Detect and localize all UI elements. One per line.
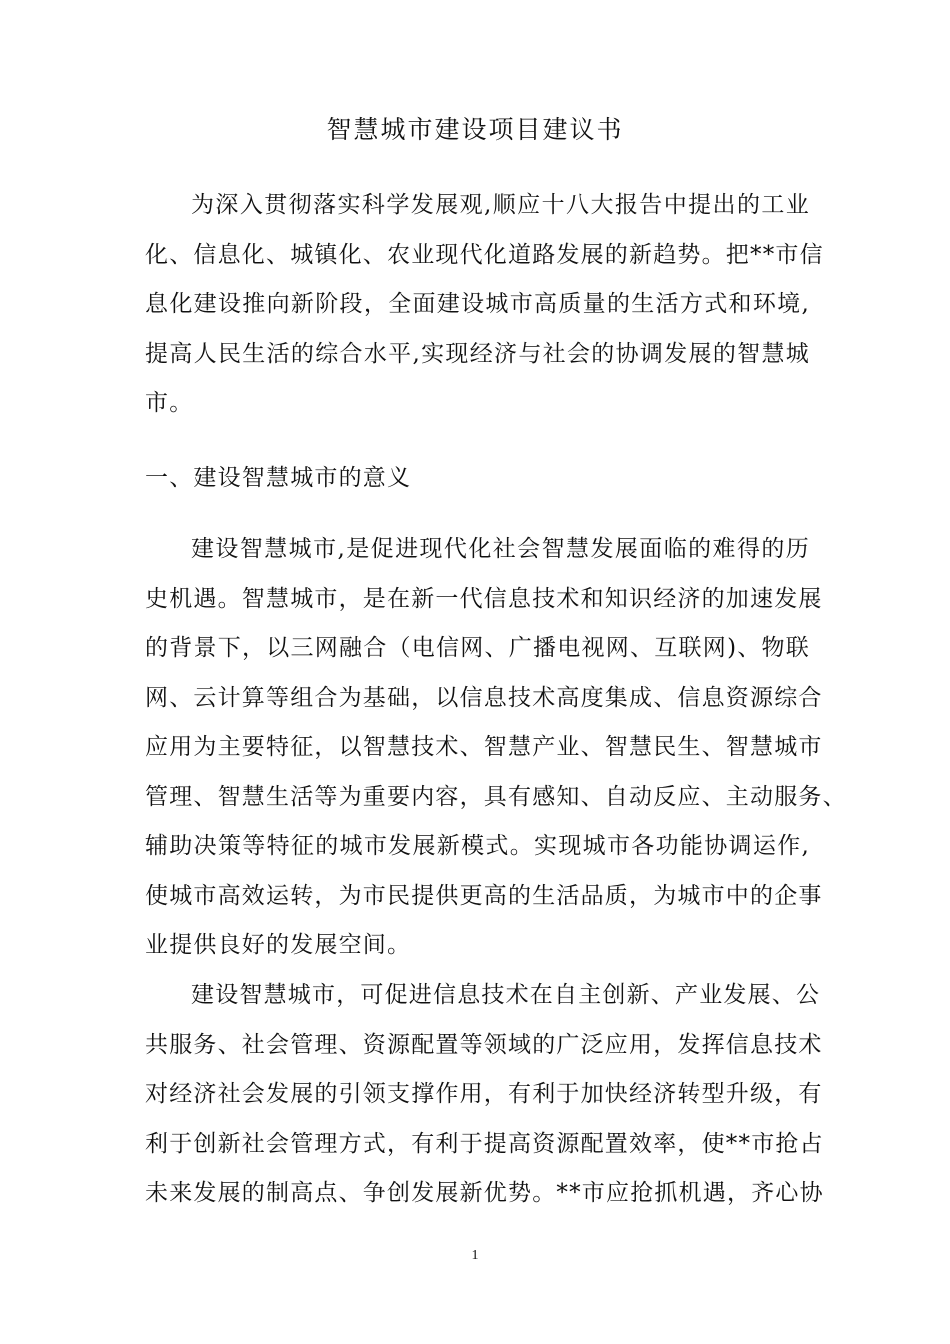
text-line: 未来发展的制高点、争创发展新优势。**市应抢抓机遇，齐心协: [145, 1180, 824, 1206]
paragraph-intro: [145, 181, 824, 429]
text-line: 建设智慧城市,是促进现代化社会智慧发展面临的难得的历: [191, 536, 810, 562]
text-line: 管理、智慧生活等为重要内容，具有感知、自动反应、主动服务、: [145, 783, 847, 810]
text-line: 使城市高效运转，为市民提供更高的生活品质，为城市中的企事: [145, 882, 823, 909]
text-line: 市。: [145, 390, 194, 416]
text-line: 共服务、社会管理、资源配置等领域的广泛应用，发挥信息技术: [145, 1031, 823, 1058]
text-line: 化、信息化、城镇化、农业现代化道路发展的新趋势。把**市信: [145, 241, 824, 268]
text-line: 的背景下，以三网融合（电信网、广播电视网、互联网)、物联: [145, 635, 810, 661]
text-line: 提高人民生活的综合水平,实现经济与社会的协调发展的智慧城: [145, 340, 810, 367]
page-number: 1: [471, 1248, 479, 1263]
text-line: 利于创新社会管理方式，有利于提高资源配置效率，使**市抢占: [145, 1130, 824, 1157]
text-line: 建设智慧城市，可促进信息技术在自主创新、产业发展、公: [191, 982, 821, 1008]
text-line: 为深入贯彻落实科学发展观,顺应十八大报告中提出的工业: [191, 192, 810, 218]
text-line: 对经济社会发展的引领支撑作用，有利于加快经济转型升级，有: [145, 1081, 823, 1107]
text-line: 业提供良好的发展空间。: [145, 932, 412, 958]
section-heading: 一、建设智慧城市的意义: [145, 465, 412, 491]
text-line: 史机遇。智慧城市，是在新一代信息技术和知识经济的加速发展: [145, 585, 823, 612]
document-title: 智慧城市建设项目建议书: [326, 115, 624, 144]
text-line: 息化建设推向新阶段，全面建设城市高质量的生活方式和环境,: [145, 291, 810, 317]
paragraph-benefits: [145, 971, 824, 1219]
text-line: 辅助决策等特征的城市发展新模式。实现城市各功能协调运作,: [145, 833, 810, 859]
text-line: 应用为主要特征，以智慧技术、智慧产业、智慧民生、智慧城市: [145, 734, 823, 760]
paragraph-significance: [145, 525, 847, 971]
text-line: 网、云计算等组合为基础，以信息技术高度集成、信息资源综合: [145, 684, 823, 711]
